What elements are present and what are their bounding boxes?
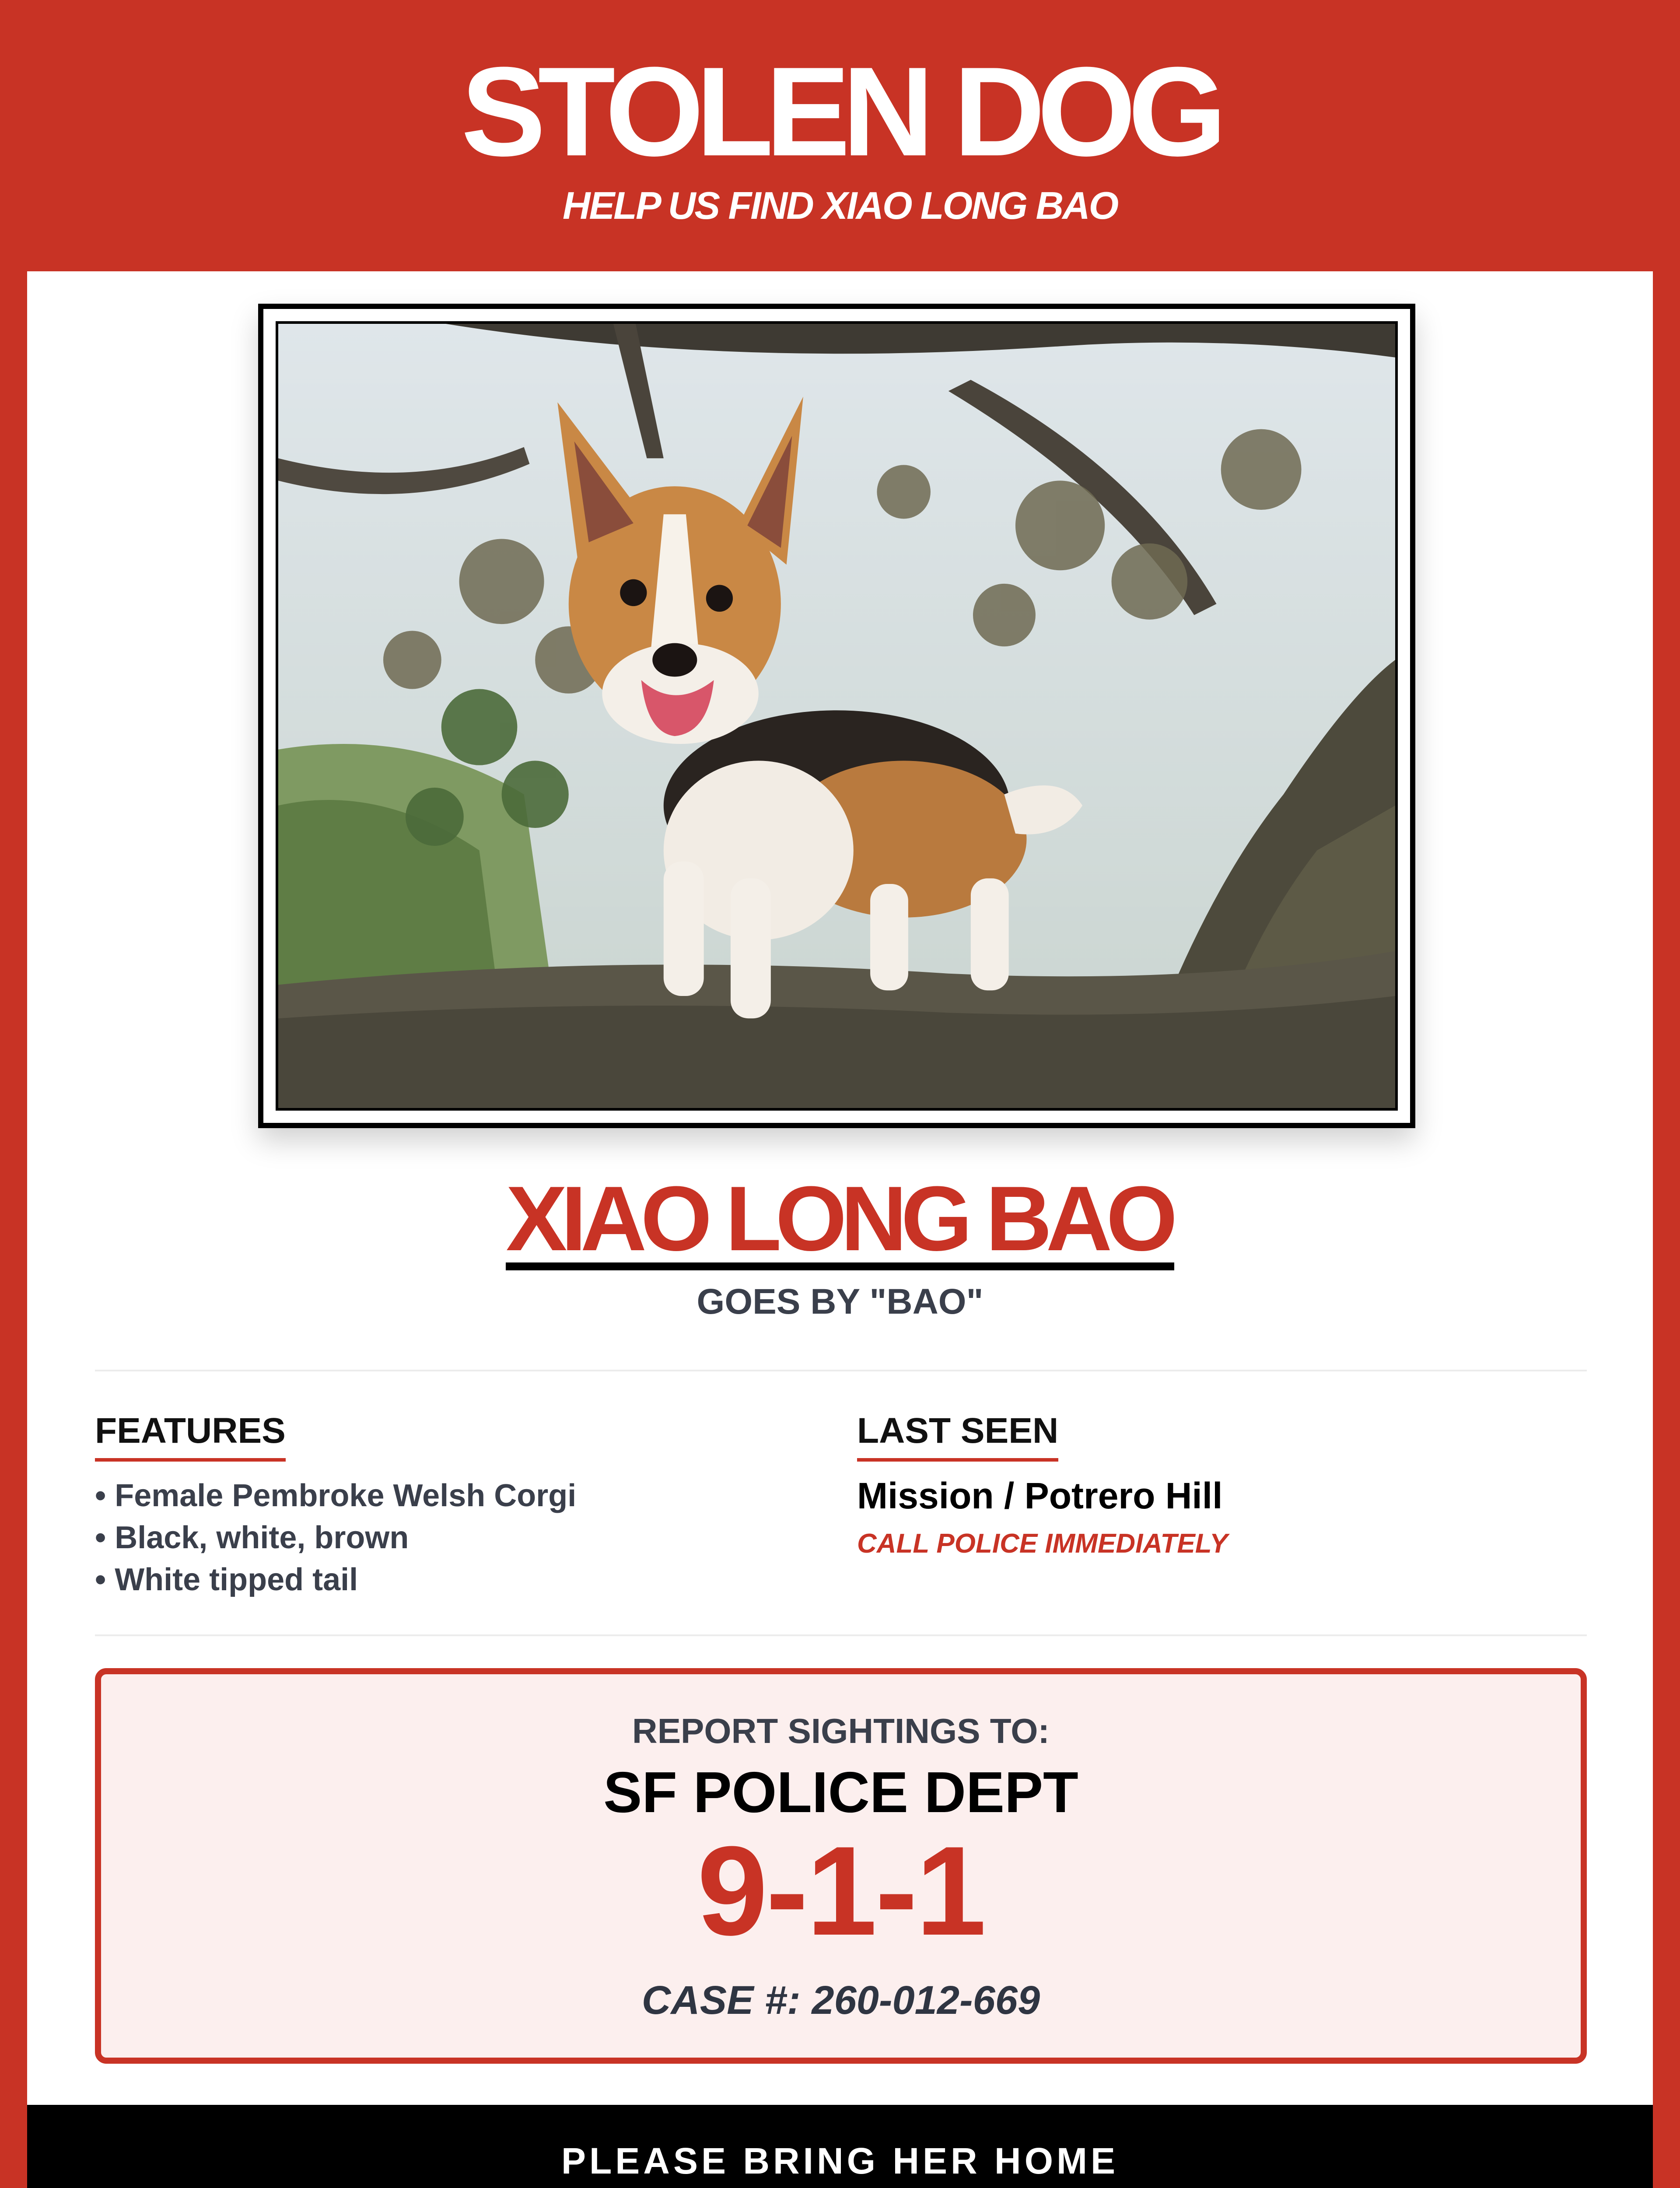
- poster-title: STOLEN DOG: [461, 41, 1219, 182]
- poster-body: [27, 271, 1653, 2188]
- dog-nickname: GOES BY "BAO": [696, 1282, 984, 1322]
- dog-photo-frame: [258, 304, 1415, 1128]
- report-box: [95, 1668, 1587, 2064]
- case-number: CASE #: 260-012-669: [641, 1978, 1040, 2023]
- poster-subtitle: HELP US FIND XIAO LONG BAO: [562, 184, 1118, 227]
- feature-item: • Black, white, brown: [95, 1517, 576, 1559]
- corgi-photo-illustration: [278, 324, 1395, 1108]
- dog-name: [27, 1168, 1653, 1270]
- emergency-number: 9-1-1: [697, 1820, 985, 1962]
- poster-header: [0, 0, 1680, 271]
- report-label: REPORT SIGHTINGS TO:: [632, 1711, 1050, 1750]
- call-police-warning: CALL POLICE IMMEDIATELY: [857, 1529, 1228, 1559]
- dog-photo: [276, 321, 1398, 1111]
- footer-text: PLEASE BRING HER HOME: [561, 2140, 1119, 2181]
- divider-top: [95, 1370, 1587, 1371]
- divider-bottom: [95, 1634, 1587, 1636]
- dog-name-text: XIAO LONG BAO: [506, 1175, 1174, 1270]
- poster-footer: [27, 2105, 1653, 2188]
- last-seen-heading: LAST SEEN: [857, 1409, 1058, 1462]
- features-list: [95, 1475, 576, 1601]
- feature-item: • White tipped tail: [95, 1559, 576, 1601]
- police-department: SF POLICE DEPT: [603, 1760, 1078, 1824]
- last-seen-location: Mission / Potrero Hill: [857, 1475, 1223, 1516]
- feature-item: • Female Pembroke Welsh Corgi: [95, 1475, 576, 1517]
- features-heading: FEATURES: [95, 1409, 286, 1462]
